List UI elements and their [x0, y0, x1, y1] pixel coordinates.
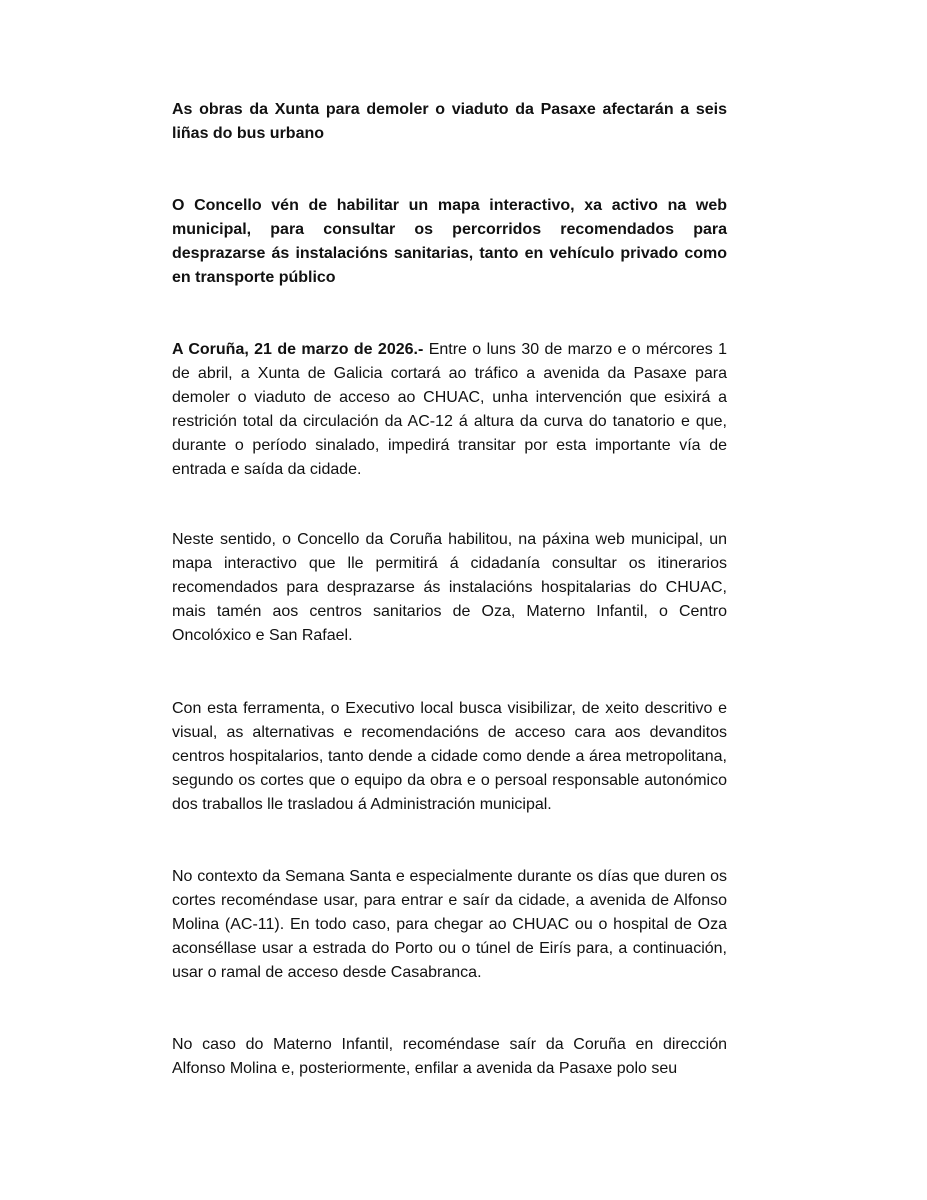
paragraph-1-text: Entre o luns 30 de marzo e o mércores 1 de abril, a Xunta de Galicia cortará ao tráfico a avenida da Pasaxe para demoler o viaduto de acceso ao CHUAC, unha intervención que esixirá a restrición total da circulación da AC-12 á altura da curva do tanatorio e que, durante o período sinalado, impedirá transitar por esta importante vía de entrada e saída da cidade.	[172, 341, 727, 478]
paragraph-1	[172, 338, 727, 482]
document-body	[172, 98, 727, 1081]
paragraph-5: No caso do Materno Infantil, recoméndase saír da Coruña en dirección Alfonso Molina e, posteriormente, enfilar a avenida da Pasaxe polo seu	[172, 1036, 727, 1077]
paragraph-3: Con esta ferramenta, o Executivo local busca visibilizar, de xeito descritivo e visual, as alternativas e recomendacións de acceso cara aos devanditos centros hospitalarios, tanto dende a cidade como dende a área metropolitana, segundo os cortes que o equipo da obra e o persoal responsable autonómico dos traballos lle trasladou á Administración municipal.	[172, 700, 727, 813]
dateline: A Coruña, 21 de marzo de 2026.-	[172, 341, 424, 358]
paragraph-4: No contexto da Semana Santa e especialmente durante os días que duren os cortes recoméndase usar, para entrar e saír da cidade, a avenida de Alfonso Molina (AC-11). En todo caso, para chegar ao CHUAC ou o hospital de Oza aconséllase usar a estrada do Porto ou o túnel de Eirís para, a continuación, usar o ramal de acceso desde Casabranca.	[172, 868, 727, 981]
headline: As obras da Xunta para demoler o viaduto da Pasaxe afectarán a seis liñas do bus urbano	[172, 101, 727, 142]
subheadline: O Concello vén de habilitar un mapa interactivo, xa activo na web municipal, para consultar os percorridos recomendados para desprazarse ás instalacións sanitarias, tanto en vehículo privado como en transporte público	[172, 197, 727, 286]
paragraph-2: Neste sentido, o Concello da Coruña habilitou, na páxina web municipal, un mapa interactivo que lle permitirá á cidadanía consultar os itinerarios recomendados para desprazarse ás instalacións hospitalarias do CHUAC, mais tamén aos centros sanitarios de Oza, Materno Infantil, o Centro Oncolóxico e San Rafael.	[172, 531, 727, 644]
